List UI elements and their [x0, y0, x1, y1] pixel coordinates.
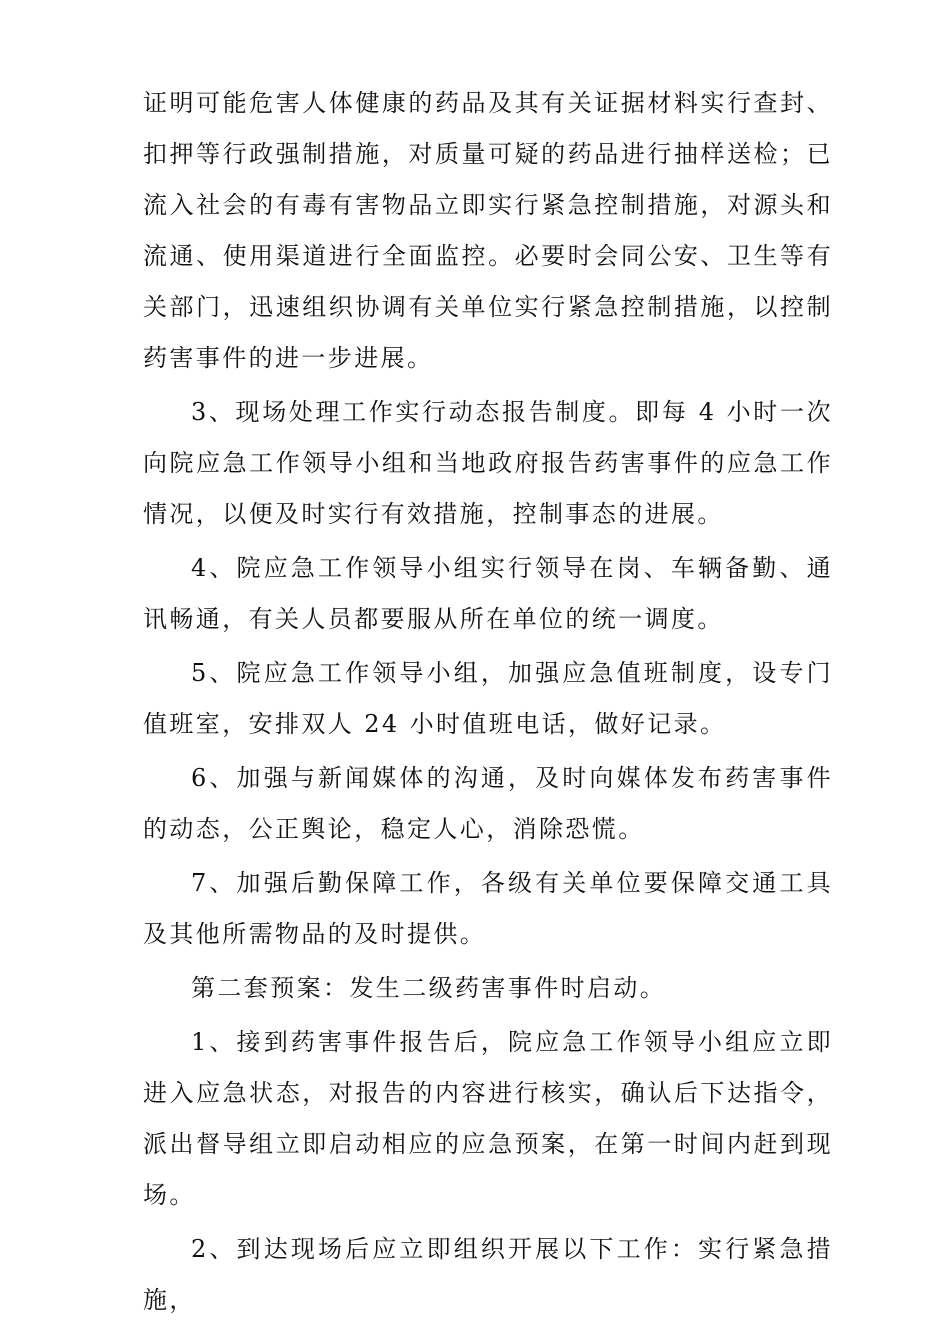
section-heading-plan-2: 第二套预案：发生二级药害事件时启动。	[191, 974, 667, 1002]
paragraph-item-5: 5、院应急工作领导小组，加强应急值班制度，设专门值班室，安排双人 24 小时值班电话，做好记录。	[143, 659, 833, 738]
paragraph-continuation: 证明可能危害人体健康的药品及其有关证据材料实行查封、扣押等行政强制措施，对质量可疑的药品进行抽样送检；已流入社会的有毒有害物品立即实行紧急控制措施，对源头和流通、使用渠道进行全面监控。必要时会同公安、卫生等有关部门，迅速组织协调有关单位实行紧急控制措施，以控制药害事件的进一步进展。	[143, 89, 833, 372]
paragraph-item-6: 6、加强与新闻媒体的沟通，及时向媒体发布药害事件的动态，公正舆论，稳定人心，消除恐慌。	[143, 764, 833, 843]
document-body	[143, 78, 833, 1326]
paragraph-item-2: 2、到达现场后应立即组织开展以下工作：实行紧急措施，	[143, 1235, 833, 1314]
paragraph-item-3: 3、现场处理工作实行动态报告制度。即每 4 小时一次向院应急工作领导小组和当地政府报告药害事件的应急工作情况，以便及时实行有效措施，控制事态的进展。	[143, 398, 833, 528]
paragraph-item-7: 7、加强后勤保障工作，各级有关单位要保障交通工具及其他所需物品的及时提供。	[143, 869, 833, 948]
paragraph-item-1: 1、接到药害事件报告后，院应急工作领导小组应立即进入应急状态，对报告的内容进行核实，确认后下达指令，派出督导组立即启动相应的应急预案，在第一时间内赶到现场。	[143, 1028, 833, 1209]
paragraph-item-4: 4、院应急工作领导小组实行领导在岗、车辆备勤、通讯畅通，有关人员都要服从所在单位的统一调度。	[143, 554, 833, 633]
